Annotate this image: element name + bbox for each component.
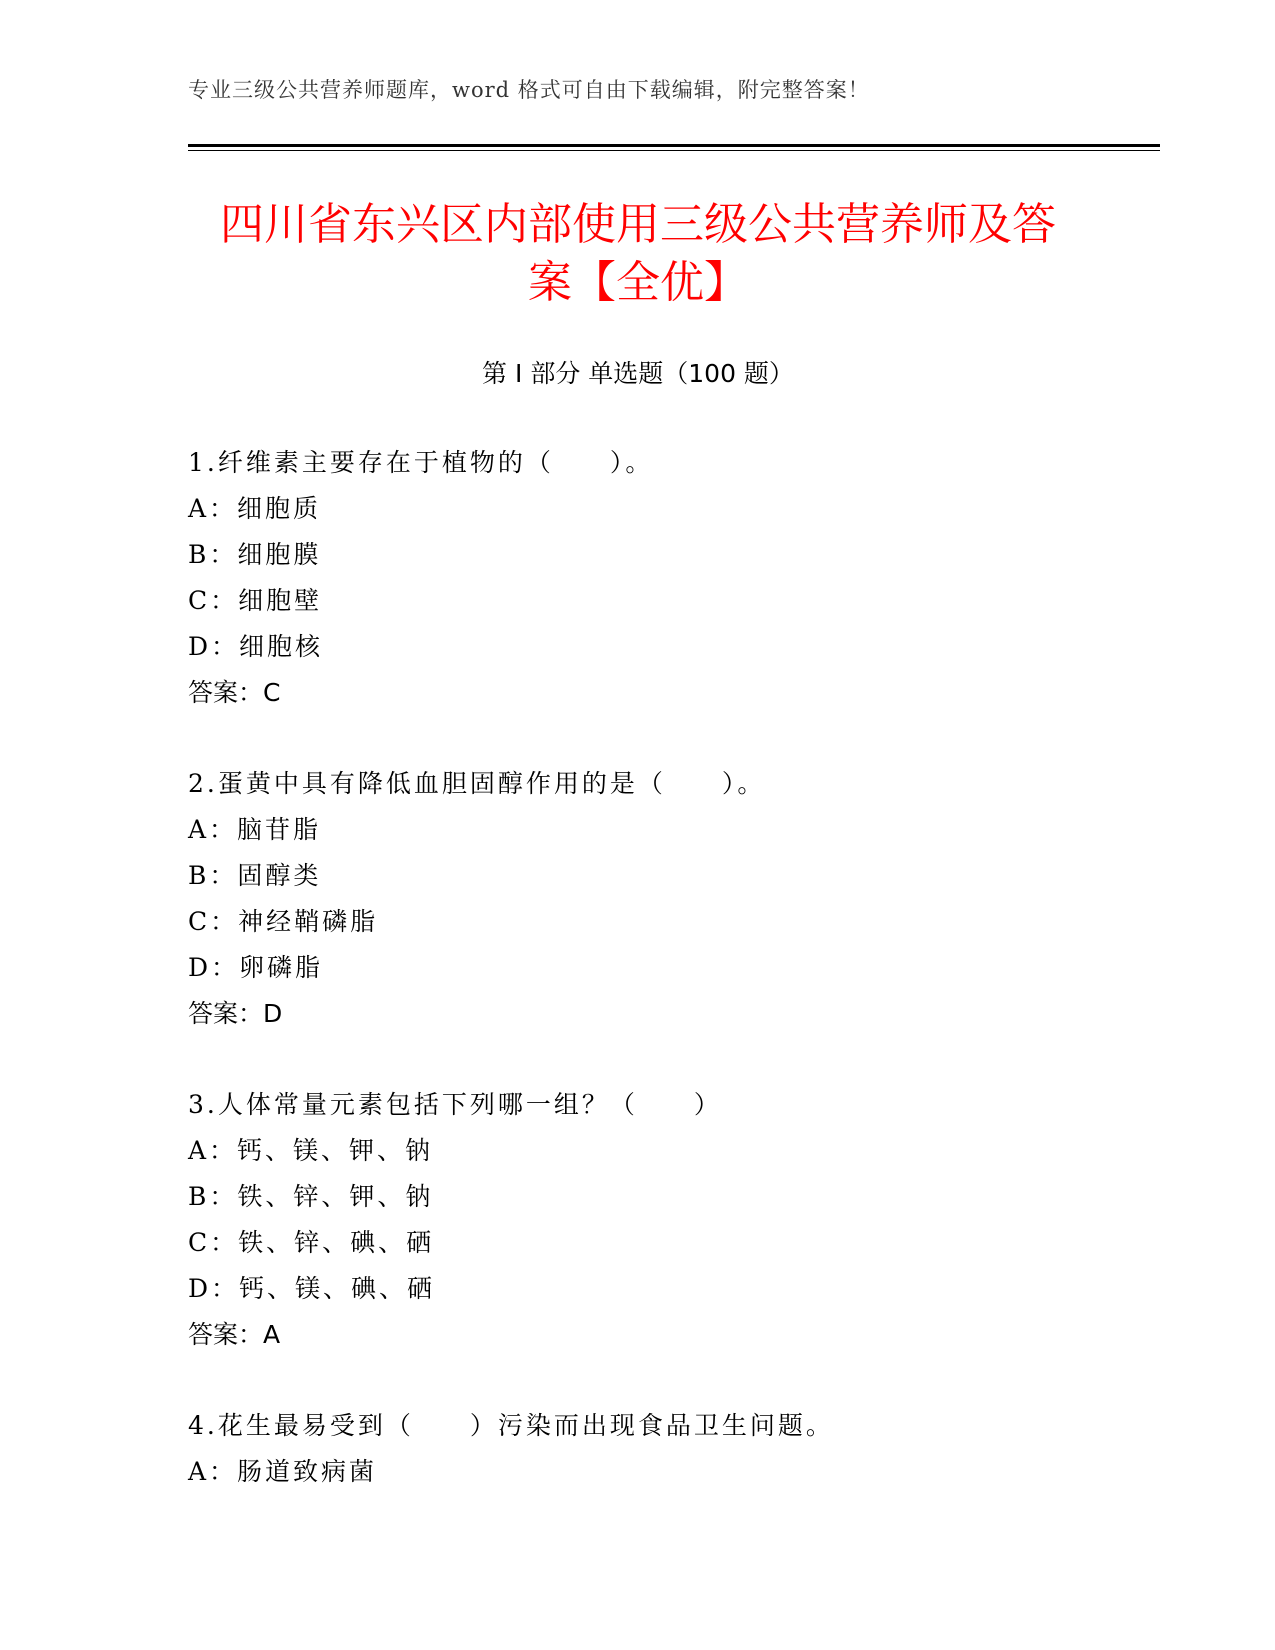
answer: 答案：D [188,999,283,1028]
header-rule-thin [188,150,1160,151]
header-rule-thick [188,144,1160,147]
header-note: 专业三级公共营养师题库，word 格式可自由下载编辑，附完整答案！ [188,78,870,102]
option-c: C：铁、锌、碘、硒 [188,1228,435,1257]
answer: 答案：A [188,1320,281,1349]
option-d: D：细胞核 [188,632,324,661]
option-b: B：固醇类 [188,861,322,890]
question-4 [188,1403,1088,1495]
question-stem: 1.纤维素主要存在于植物的（ ）。 [188,448,654,477]
option-b: B：细胞膜 [188,540,322,569]
option-b: B：铁、锌、钾、钠 [188,1182,434,1211]
section-title: 第 I 部分 单选题（100 题） [482,359,794,388]
document-title [188,196,1088,312]
document-title-line-2: 案【全优】 [528,257,748,308]
option-d: D：卵磷脂 [188,953,324,982]
option-a: A：细胞质 [188,494,322,523]
document-title-line-1: 四川省东兴区内部使用三级公共营养师及答 [220,199,1056,250]
option-c: C：细胞壁 [188,586,323,615]
question-3 [188,1082,1088,1403]
question-stem: 3.人体常量元素包括下列哪一组？（ ） [188,1090,722,1119]
option-a: A：肠道致病菌 [188,1457,378,1486]
option-c: C：神经鞘磷脂 [188,907,379,936]
question-2 [188,761,1088,1082]
question-1 [188,440,1088,761]
answer: 答案：C [188,678,281,707]
option-d: D：钙、镁、碘、硒 [188,1274,436,1303]
question-stem: 4.花生最易受到（ ）污染而出现食品卫生问题。 [188,1411,834,1440]
question-stem: 2.蛋黄中具有降低血胆固醇作用的是（ ）。 [188,769,766,798]
option-a: A：钙、镁、钾、钠 [188,1136,434,1165]
question-list [188,440,1088,1495]
option-a: A：脑苷脂 [188,815,322,844]
